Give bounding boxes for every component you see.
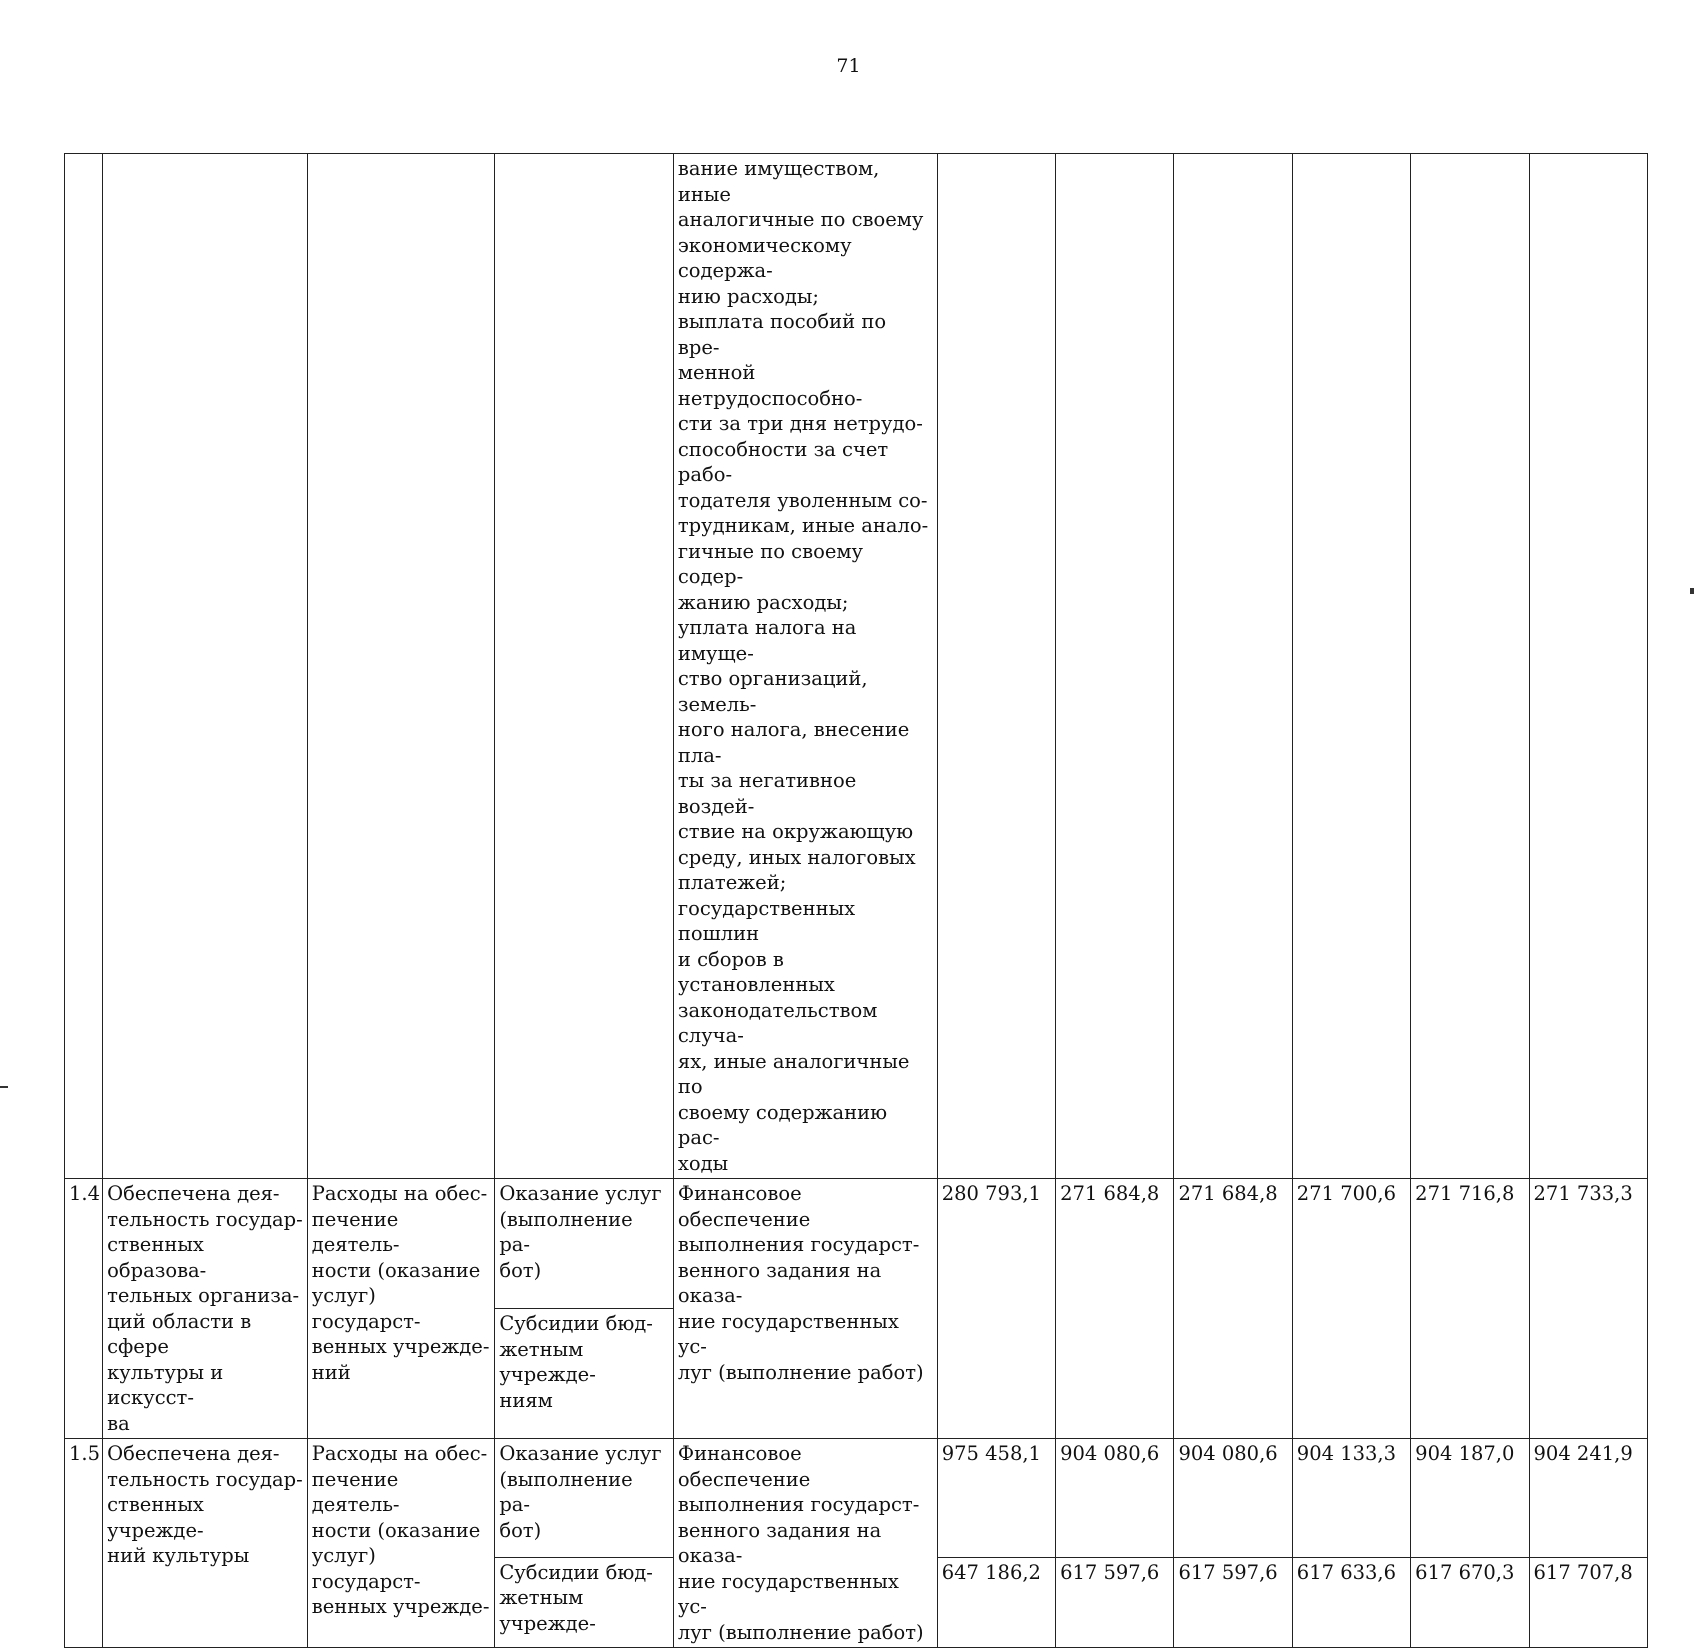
cell-value: 271 733,3 [1529, 1179, 1647, 1439]
cell-value: 904 241,9 [1529, 1439, 1647, 1558]
cell-idx [65, 154, 103, 1179]
cell-value: 617 633,6 [1292, 1557, 1410, 1647]
cell-value: 271 684,8 [1174, 1179, 1292, 1439]
cell-details: Финансовое обеспечение выполнения государст- венного задания на оказа- ние государственных ус- луг (выполнение работ) [673, 1179, 937, 1439]
scan-mark [1690, 588, 1694, 594]
cell-type-services: Оказание услуг (выполнение ра- бот) [495, 1439, 674, 1558]
cell-value [937, 154, 1055, 1179]
cell-value: 904 080,6 [1174, 1439, 1292, 1558]
cell-value: 617 597,6 [1056, 1557, 1174, 1647]
cell-details: Финансовое обеспечение выполнения государст- венного задания на оказа- ние государственных ус- луг (выполнение работ) [673, 1439, 937, 1648]
cell-expense: Расходы на обес- печение деятель- ности (оказание услуг) государст- венных учрежде- [307, 1439, 495, 1648]
cell-type-subsidies: Субсидии бюд- жетным учрежде- [495, 1557, 674, 1647]
cell-value: 904 187,0 [1411, 1439, 1529, 1558]
cell-expense: Расходы на обес- печение деятель- ности (оказание услуг) государст- венных учрежде- ний [307, 1179, 495, 1439]
cell-value: 617 670,3 [1411, 1557, 1529, 1647]
cell-details: вание имуществом, иные аналогичные по своему экономическому содержа- нию расходы; выплата пособий по вре- менной нетрудоспособно- сти за три дня нетрудо- способности за счет рабо- тодателя уволенным со- трудникам, иные анало- гичные по своему содер- жанию расходы; уплата налога на имуще- ство организаций, земель- ного налога, внесение пла- ты за негативное воздей- ствие на окружающую среду, иных налоговых платежей; государственных пошлин и сборов в установленных законодательством случа- ях, иные аналогичные по своему содержанию рас- ходы [673, 154, 937, 1179]
cell-value: 617 707,8 [1529, 1557, 1647, 1647]
cell-type [495, 154, 674, 1179]
table-row-1-4 [65, 1179, 1648, 1309]
cell-value: 271 716,8 [1411, 1179, 1529, 1439]
cell-value: 271 684,8 [1056, 1179, 1174, 1439]
cell-value: 647 186,2 [937, 1557, 1055, 1647]
cell-type-subsidies: Субсидии бюд- жетным учрежде- ниям [495, 1309, 674, 1439]
cell-expense [307, 154, 495, 1179]
cell-idx: 1.5 [65, 1439, 103, 1648]
cell-value: 280 793,1 [937, 1179, 1055, 1439]
cell-value: 975 458,1 [937, 1439, 1055, 1558]
cell-goal: Обеспечена дея- тельность государ- ственных образова- тельных организа- ций области в сфере культуры и искусст- ва [103, 1179, 308, 1439]
cell-value [1292, 154, 1410, 1179]
cell-value: 271 700,6 [1292, 1179, 1410, 1439]
cell-value: 904 080,6 [1056, 1439, 1174, 1558]
scan-mark [0, 1086, 8, 1088]
cell-value: 904 133,3 [1292, 1439, 1410, 1558]
cell-value [1174, 154, 1292, 1179]
page-number: 71 [836, 55, 861, 77]
cell-goal [103, 154, 308, 1179]
cell-idx: 1.4 [65, 1179, 103, 1439]
cell-goal: Обеспечена дея- тельность государ- ственных учрежде- ний культуры [103, 1439, 308, 1648]
table-row-continuation [65, 154, 1648, 1179]
budget-table [64, 153, 1648, 1648]
table-row-1-5 [65, 1439, 1648, 1558]
cell-value [1529, 154, 1647, 1179]
cell-value [1056, 154, 1174, 1179]
cell-type-services: Оказание услуг (выполнение ра- бот) [495, 1179, 674, 1309]
cell-value: 617 597,6 [1174, 1557, 1292, 1647]
cell-value [1411, 154, 1529, 1179]
